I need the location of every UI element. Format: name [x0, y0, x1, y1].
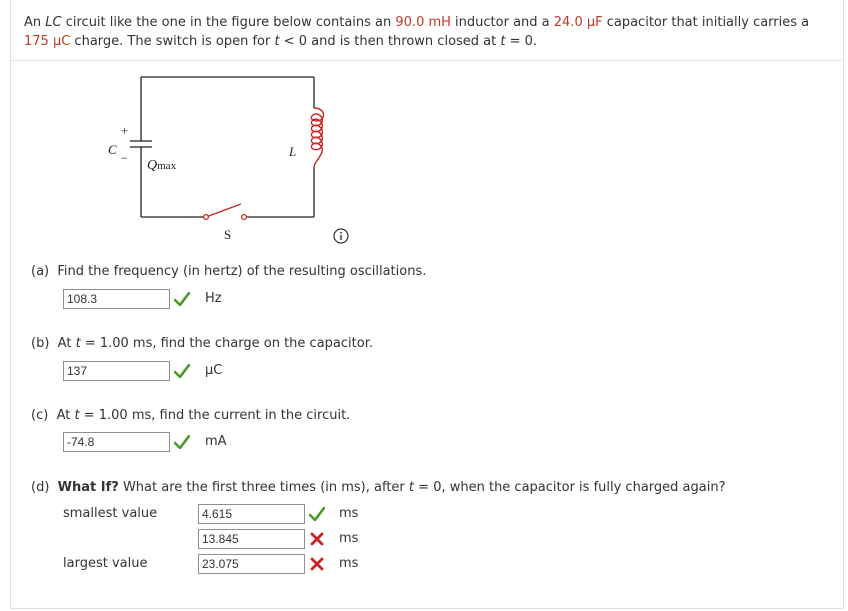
largest-value-label: largest value — [63, 556, 148, 571]
capacitor-minus-sign: − — [121, 151, 128, 165]
part-a-question: (a) Find the frequency (in hertz) of the resulting oscillations. — [31, 264, 427, 279]
q-max-label: Qmax — [147, 158, 177, 173]
capacitor-plus-sign: + — [121, 123, 129, 138]
switch — [204, 204, 247, 219]
switch-label: S — [224, 227, 232, 242]
part-c-answer-input[interactable] — [63, 432, 170, 452]
part-b-unit: μC — [205, 363, 223, 378]
part-d-middle-unit: ms — [339, 531, 359, 546]
info-icon[interactable] — [333, 228, 349, 244]
part-d-largest-unit: ms — [339, 556, 359, 571]
checkmark-icon — [309, 507, 325, 521]
inductance-value: 90.0 mH — [395, 15, 451, 30]
part-d-middle-input[interactable] — [198, 529, 305, 549]
cross-icon — [310, 532, 324, 546]
part-a-unit: Hz — [205, 291, 222, 306]
part-b-question: (b) At t = 1.00 ms, find the charge on the capacitor. — [31, 336, 373, 351]
lc-circuit-figure — [100, 70, 360, 250]
checkmark-icon — [174, 292, 190, 306]
part-a-answer-input[interactable] — [63, 289, 170, 309]
capacitor-label: C — [108, 142, 117, 157]
charge-value: 175 μC — [24, 34, 71, 49]
divider — [10, 60, 842, 61]
cross-icon — [310, 557, 324, 571]
part-c-unit: mA — [205, 434, 227, 449]
checkmark-icon — [174, 435, 190, 449]
part-d-smallest-unit: ms — [339, 506, 359, 521]
smallest-value-label: smallest value — [63, 506, 158, 521]
part-c-question: (c) At t = 1.00 ms, find the current in the circuit. — [31, 408, 351, 423]
part-d-largest-input[interactable] — [198, 554, 305, 574]
capacitance-value: 24.0 μF — [553, 15, 603, 30]
inductor-label: L — [289, 144, 297, 159]
part-d-question: (d) What If? What are the first three times (in ms), after t = 0, when the capacitor is fully charged again? — [31, 480, 726, 495]
inductor-coil — [311, 108, 323, 168]
problem-intro: An LC circuit like the one in the figure below contains an 90.0 mH inductor and a 24.0 μF capacitor that initially carries a 175 μC charge. The switch is open for t < 0 and is then thrown closed at t = 0. — [24, 15, 810, 49]
checkmark-icon — [174, 364, 190, 378]
part-d-smallest-input[interactable] — [198, 504, 305, 524]
part-b-answer-input[interactable] — [63, 361, 170, 381]
